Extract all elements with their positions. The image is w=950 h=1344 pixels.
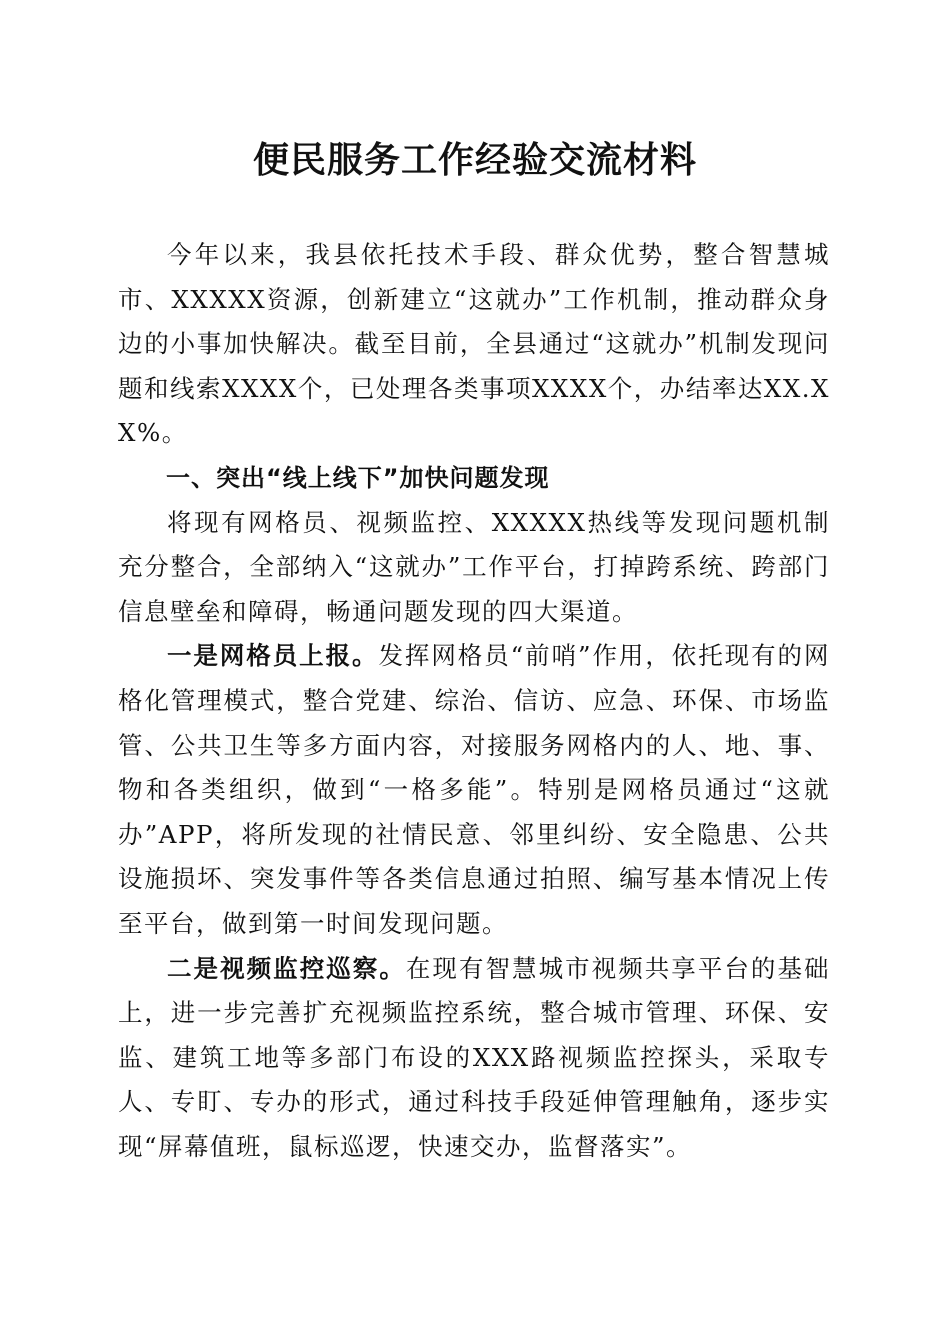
document-body <box>118 233 830 1169</box>
item2-lead: 二是视频监控巡察。 <box>167 953 406 983</box>
item1-paragraph <box>118 634 830 946</box>
item2-text: 在现有智慧城市视频共享平台的基础上，进一步完善扩充视频监控系统，整合城市管理、环保、安监、建筑工地等多部门布设的XXX路视频监控探头，采取专人、专盯、专办的形式，通过科技手段延伸管理触角，逐步实现“屏幕值班，鼠标巡逻，快速交办，监督落实”。 <box>118 953 830 1161</box>
item1-lead: 一是网格员上报。 <box>167 641 379 671</box>
intro-paragraph: 今年以来，我县依托技术手段、群众优势，整合智慧城市、XXXXX资源，创新建立“这就办”工作机制，推动群众身边的小事加快解决。截至目前，全县通过“这就办”机制发现问题和线索XXXX个，已处理各类事项XXXX个，办结率达XX.XX%。 <box>118 240 830 448</box>
item1-text: 发挥网格员“前哨”作用，依托现有的网格化管理模式，整合党建、综治、信访、应急、环保、市场监管、公共卫生等多方面内容，对接服务网格内的人、地、事、物和各类组织，做到“一格多能”。特别是网格员通过“这就办”APP，将所发现的社情民意、邻里纠纷、安全隐患、公共设施损坏、突发事件等各类信息通过拍照、编写基本情况上传至平台，做到第一时间发现问题。 <box>118 641 830 938</box>
section-heading: 一、突出“线上线下”加快问题发现 <box>166 463 550 492</box>
document-title: 便民服务工作经验交流材料 <box>252 139 697 181</box>
section-summary-paragraph: 将现有网格员、视频监控、XXXXX热线等发现问题机制充分整合，全部纳入“这就办”工作平台，打掉跨系统、跨部门信息壁垒和障碍，畅通问题发现的四大渠道。 <box>118 507 830 626</box>
item2-paragraph <box>118 947 830 1170</box>
